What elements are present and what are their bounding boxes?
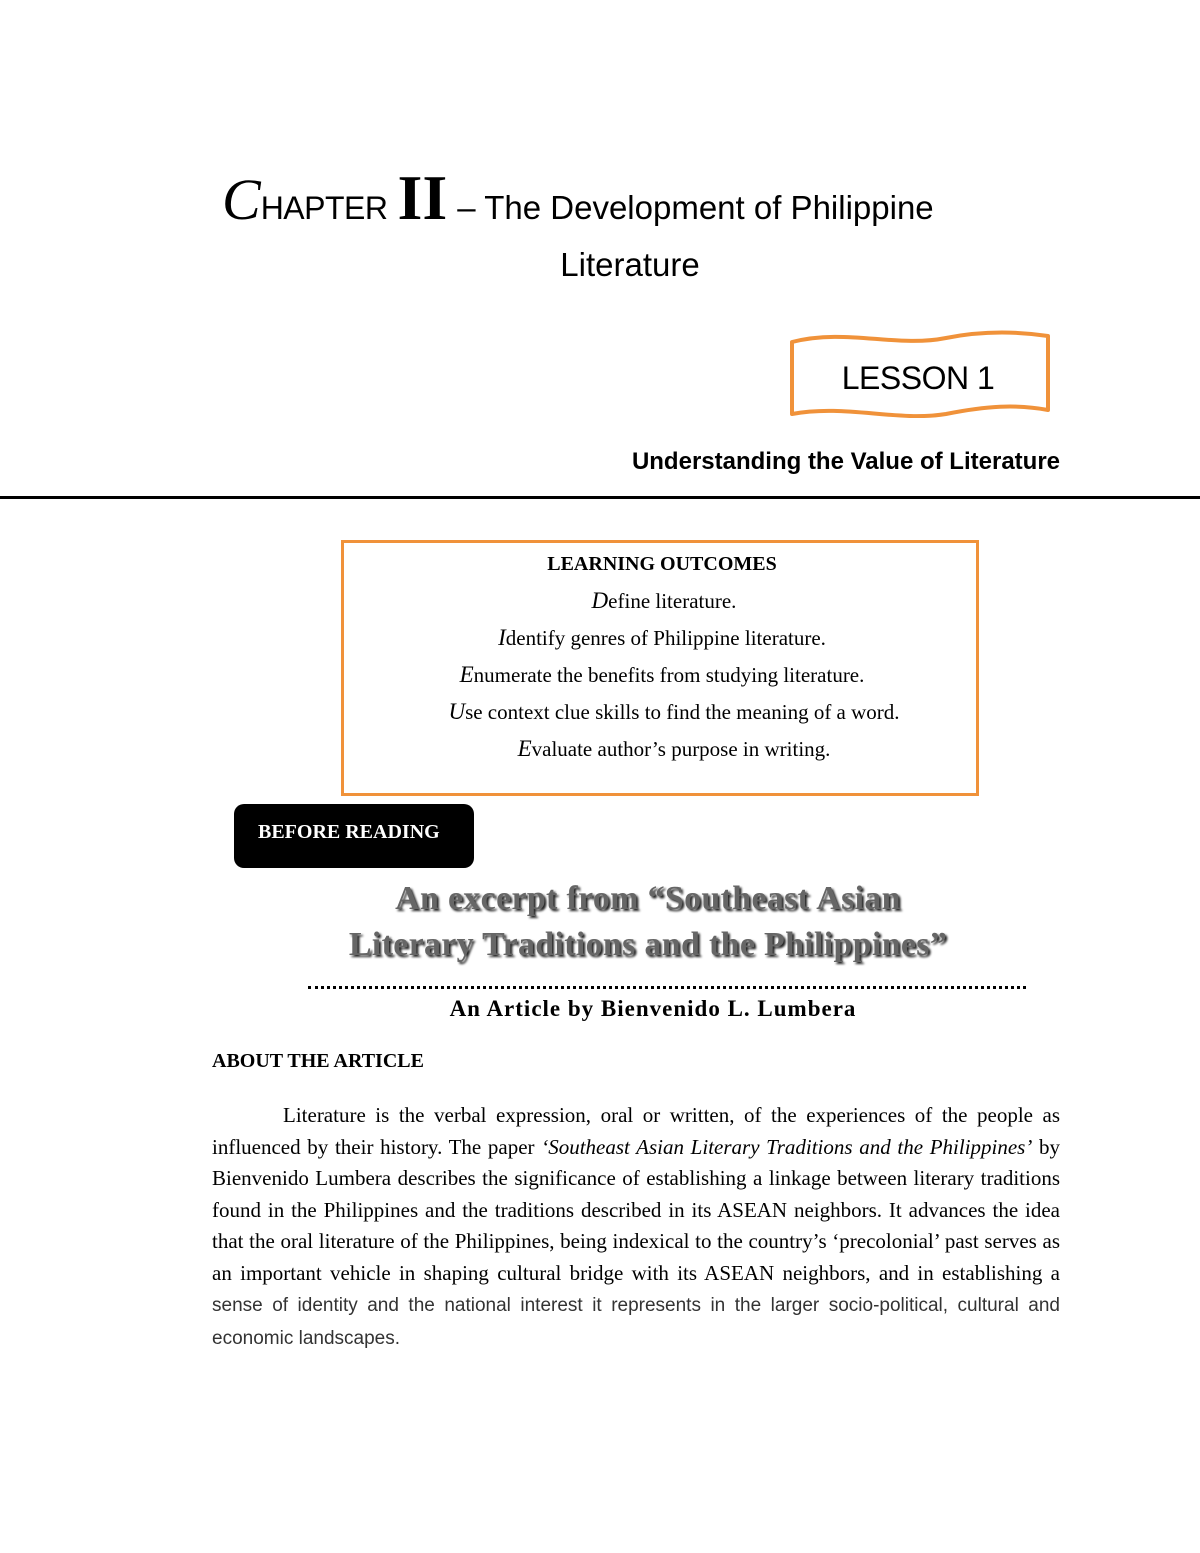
learning-outcomes-heading: LEARNING OUTCOMES: [547, 553, 777, 575]
dotted-divider: [308, 986, 1026, 989]
lesson-subtitle: Understanding the Value of Literature: [631, 448, 1060, 475]
chapter-title-line2: Literature: [560, 246, 700, 283]
article-title-line1: An excerpt from “Southeast Asian: [395, 880, 901, 917]
outcome-item: Define literature.: [591, 588, 737, 613]
outcome-item: Evaluate author’s purpose in writing.: [517, 736, 831, 761]
about-heading: ABOUT THE ARTICLE: [212, 1050, 424, 1072]
before-reading-label: BEFORE READING: [234, 804, 474, 868]
about-paragraph: Literature is the verbal expression, oral or written, of the experiences of the people as influenced by their history. The paper ‘Southeast Asian Literary Traditions and the Philippines’ by Bienvenido Lumbera describes the significance of establishing a linkage between literary traditions found in the Philippines and the traditions described in its ASEAN neighbors. It advances the idea that the oral literature of the Philippines, being indexical to the country’s ‘precolonial’ past serves as an important vehicle in shaping cultural bridge with its ASEAN neighbors, and in establishing a sense of identity and the national interest it represents in the larger socio-political, cultural and economic landscapes.: [212, 1103, 1061, 1349]
outcome-item: Identify genres of Philippine literature.: [498, 625, 826, 650]
article-byline: An Article by Bienvenido L. Lumbera: [449, 996, 857, 1021]
lesson-label: LESSON 1: [841, 360, 995, 396]
outcome-item: Enumerate the benefits from studying literature.: [459, 662, 865, 687]
outcome-item: Use context clue skills to find the meaning of a word.: [448, 699, 900, 724]
section-divider: [0, 496, 1200, 499]
chapter-initial: C: [222, 167, 261, 232]
chapter-heading: [222, 158, 1022, 238]
chapter-number: II: [397, 162, 448, 233]
chapter-word-rest: HAPTER: [260, 190, 388, 226]
chapter-title-line1: – The Development of Philippine: [457, 189, 934, 226]
article-title-line2: Literary Traditions and the Philippines”: [348, 926, 948, 963]
